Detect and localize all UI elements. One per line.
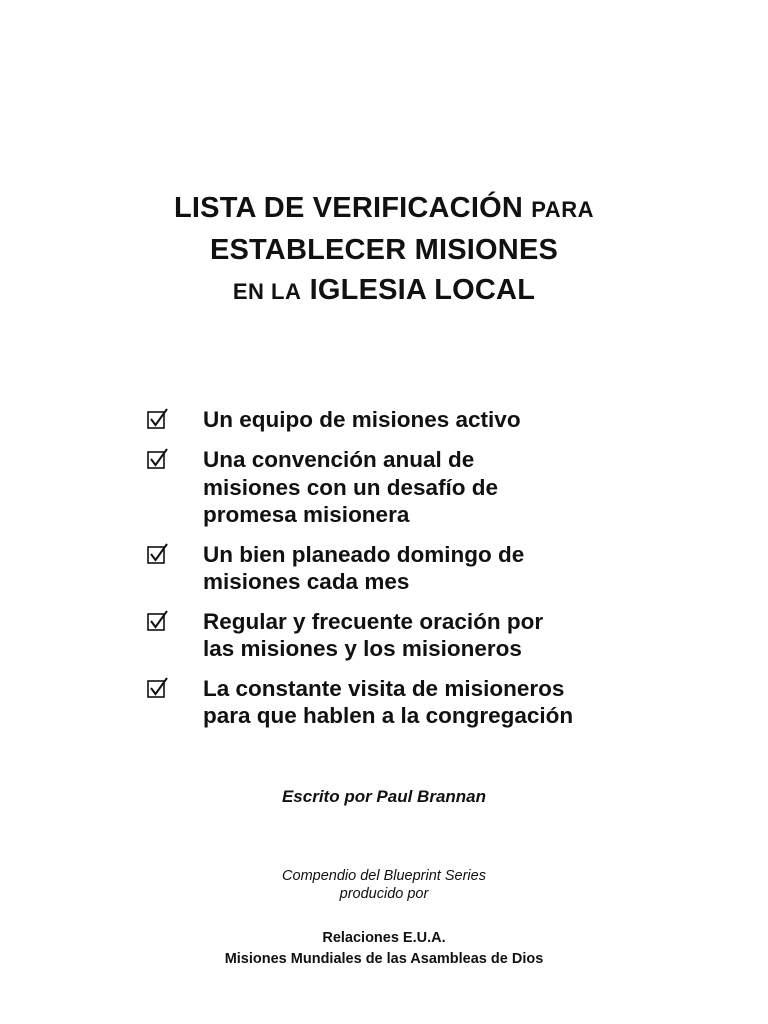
checklist-item-line: Un equipo de misiones activo — [203, 407, 521, 432]
checklist-item-text — [203, 446, 498, 529]
title-line-1-main: LISTA DE VERIFICACIÓN — [174, 192, 523, 224]
checklist-item-line: misiones cada mes — [203, 569, 410, 594]
title-line-3 — [0, 270, 768, 312]
page-title — [0, 188, 768, 312]
checklist-item-line: Un bien planeado domingo de — [203, 541, 525, 567]
publisher — [0, 928, 768, 970]
title-line-3-small: EN LA — [232, 279, 302, 304]
checklist-item-line: Regular y frecuente oración por — [203, 608, 544, 634]
checklist-item-line: para que hablen a la congregación — [203, 703, 574, 728]
checklist-item-line: La constante visita de misioneros — [203, 675, 565, 701]
checklist-item — [146, 406, 666, 434]
publisher-line-2: Misiones Mundiales de las Asambleas de Dios — [224, 951, 544, 967]
compendium-line-2: producido por — [339, 886, 429, 902]
title-line-2: ESTABLECER MISIONES — [209, 234, 559, 266]
checklist-item — [146, 675, 666, 730]
title-line-3-main: IGLESIA LOCAL — [309, 274, 536, 306]
checklist — [146, 406, 666, 742]
publisher-line-1: Relaciones E.U.A. — [322, 930, 446, 946]
checklist-item-text — [203, 675, 573, 730]
checklist-item-text — [203, 541, 524, 596]
checklist-item-line: misiones con un desafío de — [203, 474, 499, 500]
compendium-note — [0, 867, 768, 903]
checked-box-icon — [146, 675, 170, 703]
checklist-item-line: promesa misionera — [203, 502, 410, 527]
checklist-item — [146, 608, 666, 663]
checked-box-icon — [146, 446, 170, 474]
checklist-item — [146, 446, 666, 529]
checklist-item-line: las misiones y los misioneros — [203, 636, 522, 661]
title-line-1-small: PARA — [531, 197, 594, 222]
checked-box-icon — [146, 541, 170, 569]
checklist-item — [146, 541, 666, 596]
compendium-line-1: Compendio del Blueprint Series — [282, 868, 486, 884]
author-credit: Escrito por Paul Brannan — [281, 787, 487, 806]
checklist-item-text — [203, 608, 543, 663]
title-line-1 — [0, 188, 768, 230]
checked-box-icon — [146, 406, 170, 434]
checked-box-icon — [146, 608, 170, 636]
checklist-item-line: Una convención anual de — [203, 447, 475, 472]
checklist-item-text — [203, 406, 521, 434]
